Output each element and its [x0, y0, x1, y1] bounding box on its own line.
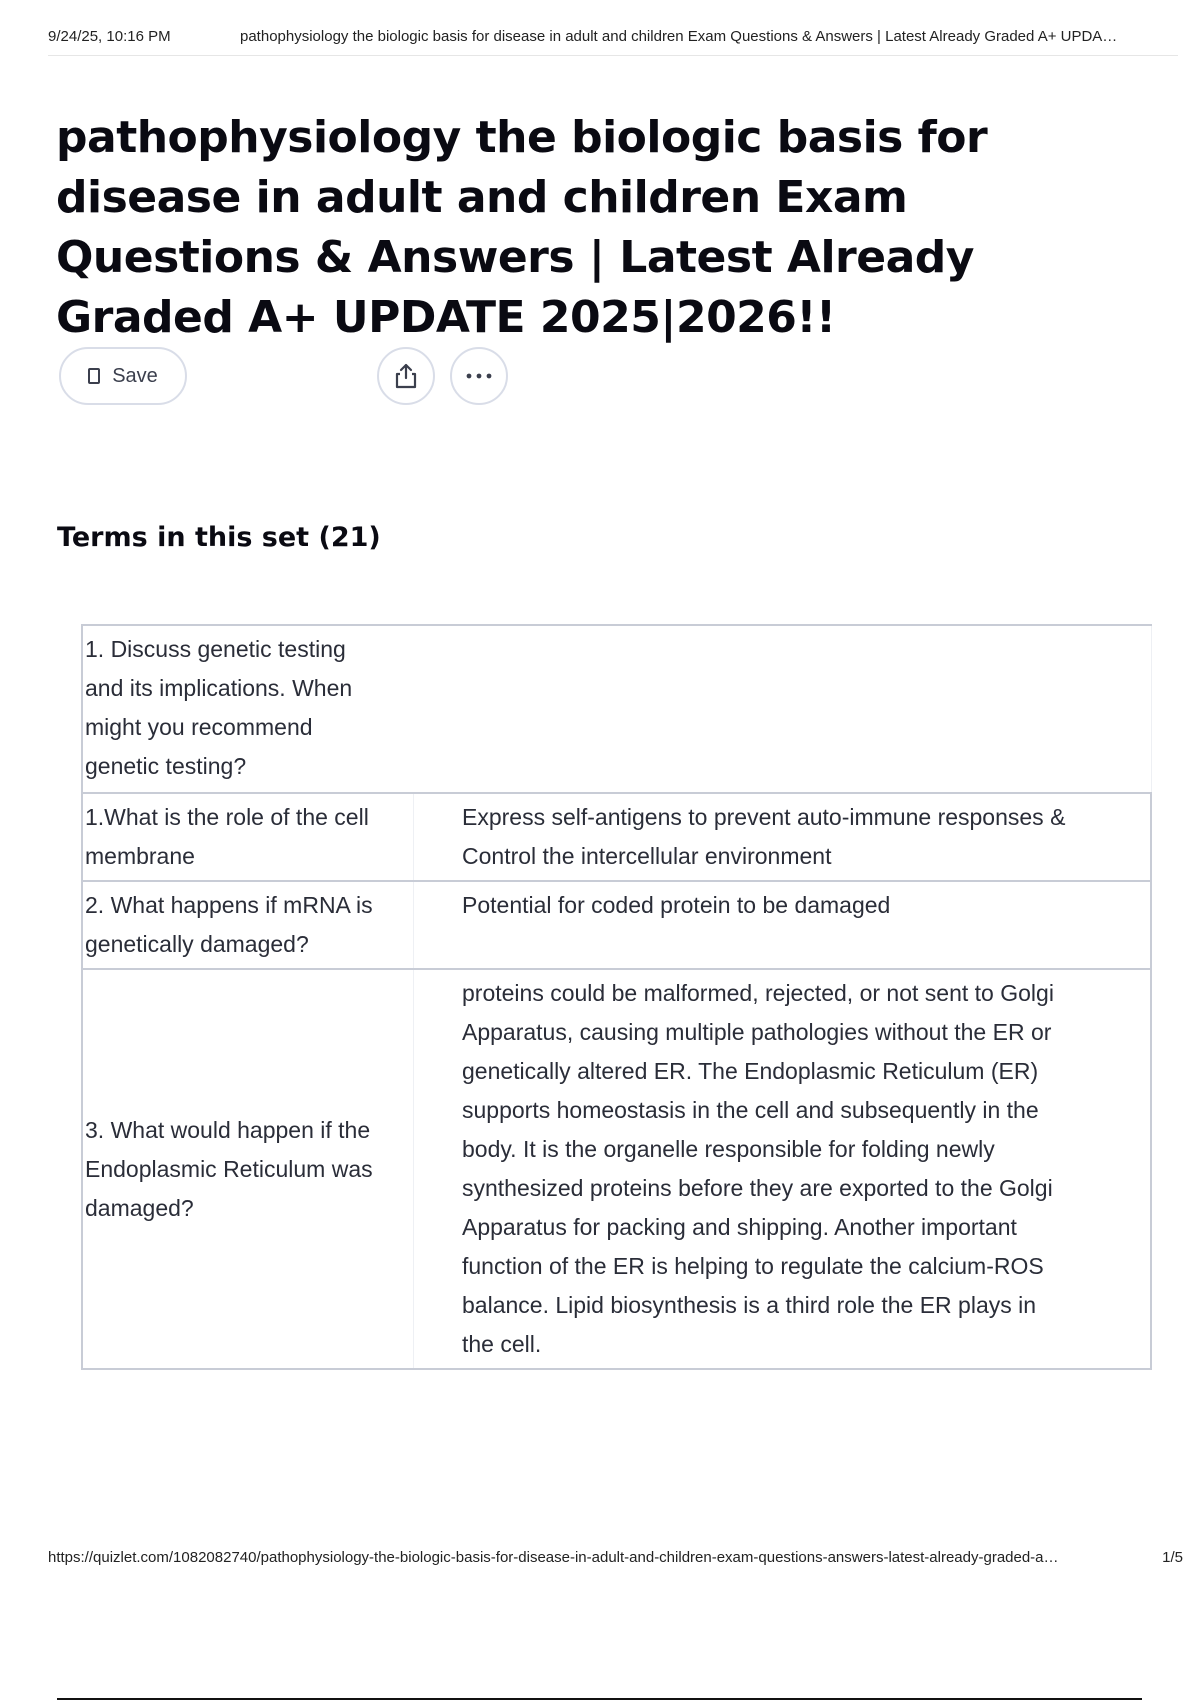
print-date: 9/24/25, 10:16 PM [48, 28, 171, 45]
print-header [48, 28, 1178, 56]
definition-cell [414, 969, 1152, 1369]
share-button[interactable] [377, 347, 435, 405]
terms-heading: Terms in this set (21) [57, 522, 381, 553]
term-row [82, 625, 1151, 793]
term-row [82, 969, 1151, 1369]
definition-cell [414, 793, 1152, 881]
definition-cell [414, 881, 1152, 969]
print-footer [48, 1549, 1183, 1566]
print-doc-title: pathophysiology the biologic basis for disease in adult and children Exam Questions & Answers | Latest Already Graded A+ UPDA… [240, 28, 1118, 45]
term-row [82, 881, 1151, 969]
save-button[interactable] [59, 347, 187, 405]
more-icon [466, 373, 492, 379]
share-icon [394, 363, 418, 389]
definition-text: proteins could be malformed, rejected, or not sent to Golgi Apparatus, causing multiple pathologies without the ER or genetically altered ER. The Endoplasmic Reticulum (ER) supports homeostasis in the cell and subsequently in the body. It is the organelle responsible for folding newly synthesized proteins before they are exported to the Golgi Apparatus for packing and shipping. Another important function of the ER is helping to regulate the calcium-ROS balance. Lipid biosynthesis is a third role the ER plays in the cell. [462, 980, 1054, 1357]
term-cell [82, 625, 1151, 793]
term-cell [82, 793, 414, 881]
terms-table [81, 624, 1152, 1370]
page-number: 1/5 [1162, 1549, 1183, 1566]
page-url: https://quizlet.com/1082082740/pathophysiology-the-biologic-basis-for-disease-in-adult-and-children-exam-questions-answers-latest-already-graded-a… [48, 1549, 1059, 1566]
term-text: 1. Discuss genetic testing and its implications. When might you recommend genetic testing? [85, 636, 353, 779]
term-text: 1.What is the role of the cell membrane [85, 804, 369, 869]
term-cell [82, 969, 414, 1369]
save-button-label: Save [112, 364, 158, 387]
page-title: pathophysiology the biologic basis for disease in adult and children Exam Questions & Answers | Latest Already Graded A+ UPDATE 2025|2026!! [56, 112, 988, 343]
term-cell [82, 881, 414, 969]
definition-text: Express self-antigens to prevent auto-immune responses & Control the intercellular environment [462, 804, 1066, 869]
bookmark-icon [88, 368, 100, 384]
more-button[interactable] [450, 347, 508, 405]
term-text: 2. What happens if mRNA is genetically damaged? [85, 892, 373, 957]
definition-text: Potential for coded protein to be damaged [462, 892, 891, 918]
term-row [82, 793, 1151, 881]
term-text: 3. What would happen if the Endoplasmic Reticulum was damaged? [85, 1116, 373, 1221]
